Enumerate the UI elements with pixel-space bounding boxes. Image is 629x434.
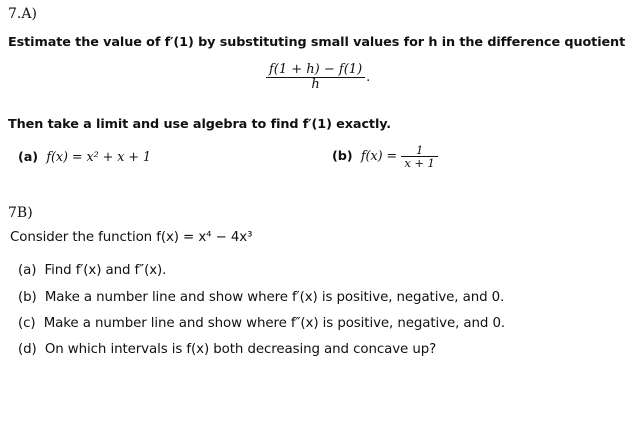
part-label: (a): [18, 263, 37, 278]
problem-7a-label: 7.A): [8, 6, 37, 22]
difference-quotient-fraction: [266, 63, 365, 91]
problem-7a-followup: Then take a limit and use algebra to find f′(1) exactly.: [8, 117, 392, 132]
problem-7a-instruction: Estimate the value of f′(1) by substituting small values for h in the difference quotient: [8, 35, 626, 50]
problem-7b-part-c: [18, 316, 505, 331]
difference-quotient-numerator: f(1 + h) − f(1): [266, 63, 365, 78]
problem-7a-part-a: [18, 150, 151, 165]
part-a-expression: f(x) = x² + x + 1: [46, 150, 151, 165]
difference-quotient: [266, 63, 370, 91]
part-b-numerator: 1: [401, 144, 437, 157]
part-b-denominator: x + 1: [404, 156, 435, 171]
problem-7b-intro: Consider the function f(x) = x⁴ − 4x³: [10, 230, 253, 245]
problem-7b-part-d: [18, 342, 436, 357]
part-label: (d): [18, 342, 37, 357]
part-b-lhs: f(x) =: [360, 149, 398, 165]
part-text: Find f′(x) and f″(x).: [44, 263, 167, 278]
problem-7b-part-a: [18, 263, 166, 278]
part-b-fraction: [401, 144, 437, 169]
difference-quotient-denominator: h: [311, 76, 320, 92]
part-text: Make a number line and show where f″(x) is positive, negative, and 0.: [43, 316, 506, 331]
part-text: On which intervals is f(x) both decreasing and concave up?: [44, 342, 437, 357]
difference-quotient-period: .: [366, 69, 371, 85]
part-text: Make a number line and show where f′(x) is positive, negative, and 0.: [44, 290, 505, 305]
part-b-label: (b): [332, 149, 353, 165]
part-label: (c): [18, 316, 36, 331]
problem-7b-label: 7B): [8, 205, 33, 221]
problem-7a-part-b: [332, 144, 438, 169]
part-label: (b): [18, 290, 37, 305]
part-a-label: (a): [18, 150, 39, 165]
problem-7b-part-b: [18, 290, 504, 305]
